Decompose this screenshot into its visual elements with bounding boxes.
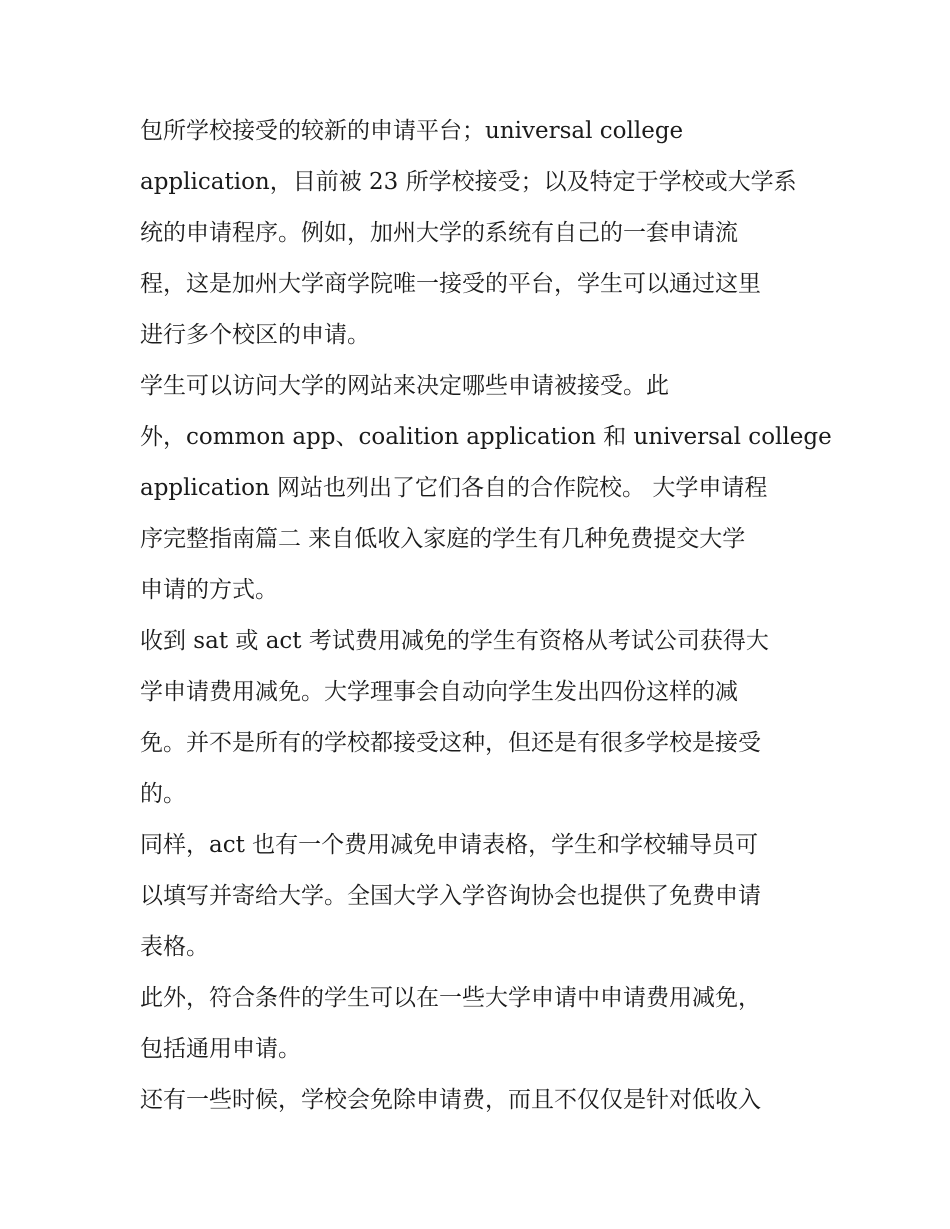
- text-line: 序完整指南篇二 来自低收入家庭的学生有几种免费提交大学: [140, 526, 746, 552]
- text-line: 学生可以访问大学的网站来决定哪些申请被接受。此: [140, 373, 669, 399]
- text-line: 包括通用申请。: [140, 1036, 301, 1062]
- text-line: 包所学校接受的较新的申请平台；universal college: [140, 118, 684, 144]
- text-line: 程，这是加州大学商学院唯一接受的平台，学生可以通过这里: [140, 271, 761, 297]
- text-line: 免。并不是所有的学校都接受这种，但还是有很多学校是接受: [140, 730, 761, 756]
- text-line: 申请的方式。: [140, 577, 278, 603]
- text-line: 统的申请程序。例如，加州大学的系统有自己的一套申请流: [140, 220, 738, 246]
- text-line: 还有一些时候，学校会免除申请费，而且不仅仅是针对低收入: [140, 1087, 761, 1113]
- document-body: [140, 108, 832, 1128]
- text-line: 外，common app、coalition application 和 universal college: [140, 424, 832, 450]
- text-line: 学申请费用减免。大学理事会自动向学生发出四份这样的减: [140, 679, 738, 705]
- text-line: 此外，符合条件的学生可以在一些大学申请中申请费用减免，: [140, 985, 761, 1011]
- text-line: 以填写并寄给大学。全国大学入学咨询协会也提供了免费申请: [140, 883, 761, 909]
- text-line: 同样，act 也有一个费用减免申请表格，学生和学校辅导员可: [140, 832, 759, 858]
- text-line: 表格。: [140, 934, 209, 960]
- text-line: 进行多个校区的申请。: [140, 322, 370, 348]
- text-line: 的。: [140, 781, 186, 807]
- text-line: application 网站也列出了它们各自的合作院校。 大学申请程: [140, 475, 768, 501]
- text-line: 收到 sat 或 act 考试费用减免的学生有资格从考试公司获得大: [140, 628, 769, 654]
- text-line: application，目前被 23 所学校接受；以及特定于学校或大学系: [140, 169, 797, 195]
